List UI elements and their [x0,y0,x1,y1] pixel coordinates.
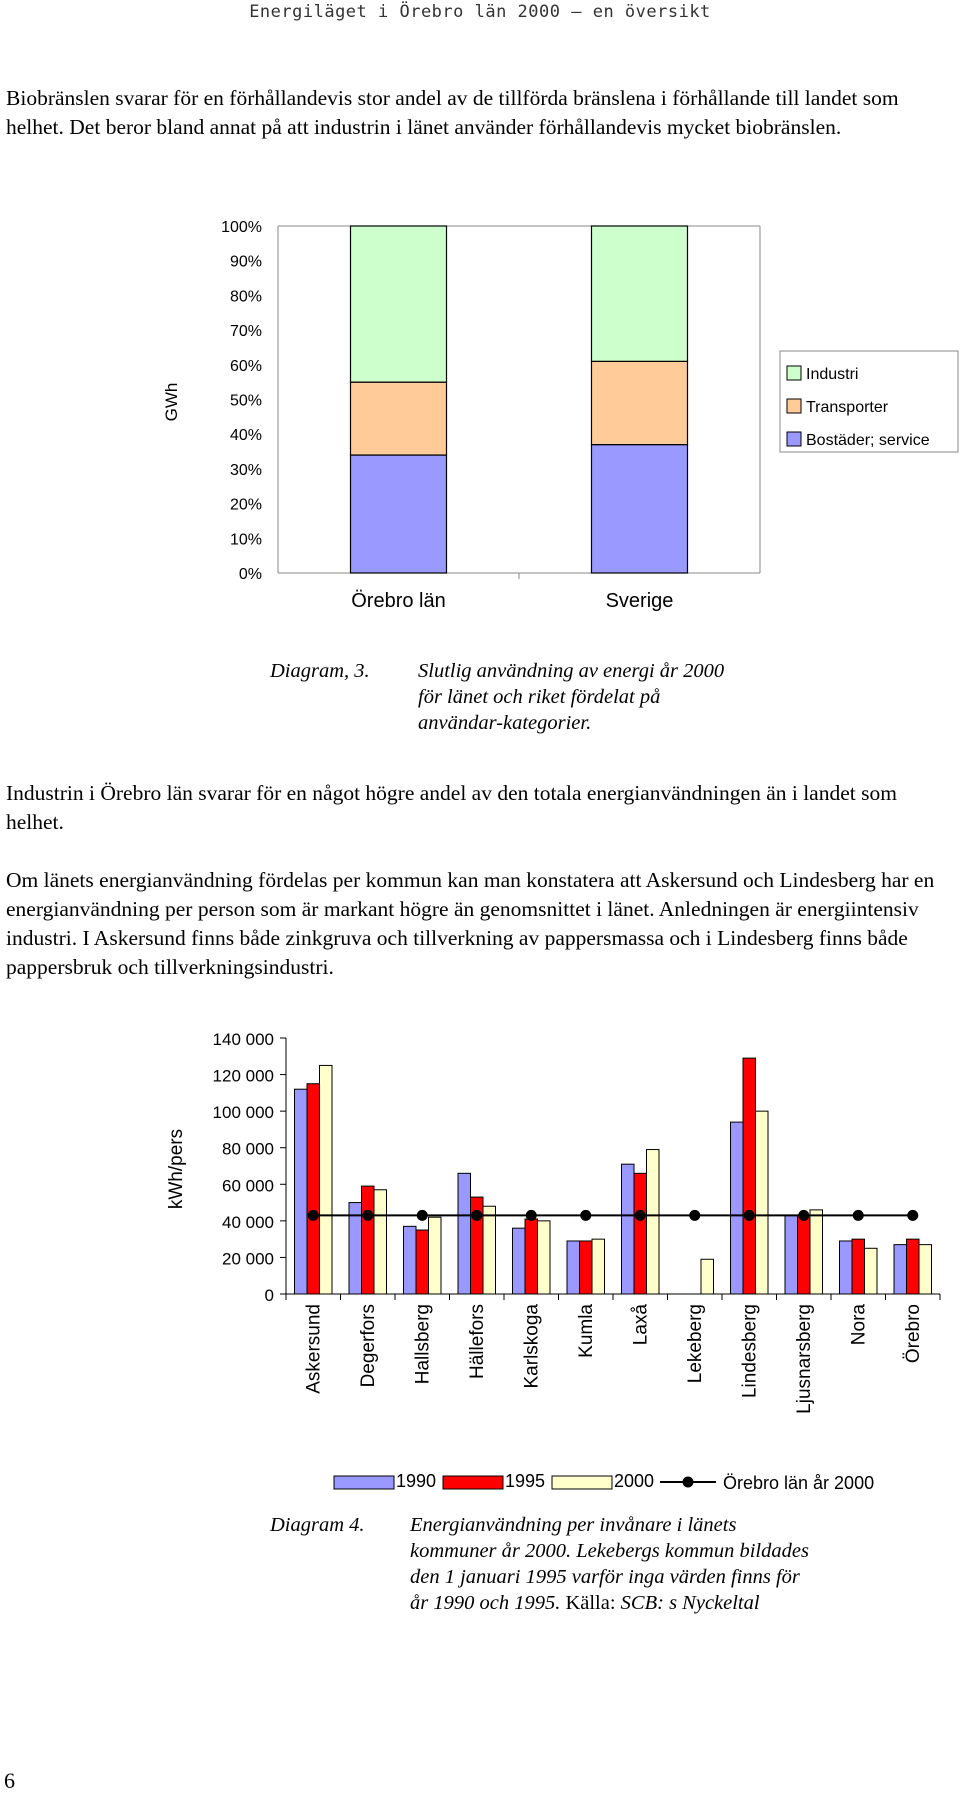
bar-1990 [567,1241,580,1294]
y-tick-label: 30% [229,461,262,479]
reference-marker [689,1210,700,1221]
bar-1995 [634,1173,647,1294]
y-tick-label: 90% [229,253,262,271]
bar-2000 [374,1190,387,1294]
y-tick-label: 0% [238,566,262,583]
reference-marker [526,1210,537,1221]
y-tick-label: 140 000 [212,1030,274,1049]
reference-marker [907,1210,918,1221]
caption-source-label: Källa: [565,1592,616,1614]
reference-marker [744,1210,755,1221]
legend-label: Industri [806,366,859,383]
bar-2000 [810,1210,823,1294]
x-tick-label: Sverige [605,590,674,612]
bar-industri [351,226,447,382]
diagram3-caption [270,658,870,738]
bar-bostäder-service [592,445,688,573]
legend-swatch [787,399,801,413]
y-tick-label: 100% [221,219,262,236]
bar-industri [592,226,688,361]
caption-source: SCB: s Nyckeltal [620,1592,760,1614]
bar-2000 [701,1259,714,1294]
y-tick-label: 80% [229,288,262,306]
paragraph-biofuels: Biobränslen svarar för en förhållandevis stor andel av de tillförda bränslena i förhållande till landet som helhet. Det beror bland annat på att industrin i länet använder förhållandevis mycket biobränslen. [6,86,899,139]
bar-2000 [320,1065,333,1294]
x-tick-label: Lekeberg [684,1304,706,1384]
y-axis-label: GWh [162,382,181,422]
legend-swatch [334,1476,394,1489]
reference-marker [308,1210,319,1221]
bar-1995 [580,1241,593,1294]
x-tick-label: Lindesberg [739,1304,761,1399]
bar-1990 [840,1241,853,1294]
legend-label: 1995 [505,1471,546,1491]
legend-swatch [787,432,801,446]
bar-2000 [865,1248,878,1294]
y-tick-label: 70% [229,323,262,341]
bar-1990 [404,1226,417,1294]
bar-2000 [592,1239,605,1294]
legend-label: 1990 [396,1471,437,1491]
legend-swatch [787,366,801,380]
y-tick-label: 100 000 [212,1103,274,1123]
x-tick-label: Hallsberg [412,1304,434,1385]
y-tick-label: 120 000 [212,1066,274,1086]
y-tick-label: 10% [229,531,262,549]
x-tick-label: Laxå [630,1304,652,1346]
reference-marker [362,1210,373,1221]
bar-1990 [458,1173,471,1294]
bar-1995 [852,1239,865,1294]
bar-1995 [416,1230,429,1294]
bar-1990 [513,1228,526,1294]
paragraph-industry: Industrin i Örebro län svarar för en något högre andel av den totala energianvändningen än i landet som helhet. [6,781,897,834]
bar-transporter [351,382,447,455]
legend [334,1471,874,1493]
x-tick-label: Nora [848,1304,870,1346]
bar-1995 [525,1219,538,1294]
legend-swatch [552,1476,612,1489]
y-tick-label: 80 000 [222,1139,274,1159]
y-tick-label: 60 000 [222,1176,274,1196]
bar-2000 [919,1245,932,1294]
y-tick-label: 40% [229,427,262,445]
diagram4-caption [270,1512,830,1622]
x-tick-label: Kumla [575,1304,597,1358]
legend-swatch [443,1476,503,1489]
reference-marker [580,1210,591,1221]
bar-transporter [592,361,688,444]
legend-label: Transporter [806,399,889,416]
x-tick-label: Karlskoga [521,1304,543,1389]
y-tick-label: 60% [229,357,262,375]
legend-marker [683,1477,694,1488]
bar-1990 [894,1245,907,1294]
caption-text: Energianvändning per invånare i länets kommuner år 2000. Lekebergs kommun bildades den 1 januari 1995 varför inga värden finns för år 1990 och 1995. [410,1514,809,1614]
x-tick-label: Askersund [303,1304,325,1394]
bar-2000 [538,1221,551,1294]
caption-number: Diagram, 3. [270,660,370,682]
x-tick-label: Hällefors [466,1304,488,1379]
legend-label: 2000 [614,1471,655,1491]
bar-2000 [483,1206,496,1294]
reference-marker [417,1210,428,1221]
legend-label: Bostäder; service [806,432,930,449]
bar-1995 [743,1058,756,1294]
legend [780,351,958,452]
bar-1995 [798,1215,811,1294]
bar-1995 [307,1084,320,1294]
bar-bostäder-service [351,455,447,573]
bar-1990 [295,1089,308,1294]
caption-text: Slutlig användning av energi år 2000 för länet och riket fördelat på användar-kategorier. [418,660,725,734]
caption-number: Diagram 4. [270,1514,365,1536]
bar-1990 [785,1215,798,1294]
y-tick-label: 20% [229,496,262,514]
y-tick-label: 40 000 [222,1212,274,1232]
x-tick-label: Degerfors [357,1304,379,1388]
reference-marker [853,1210,864,1221]
reference-marker [471,1210,482,1221]
x-tick-label: Ljusnarsberg [793,1304,815,1414]
x-tick-label: Örebro län [351,590,446,612]
y-tick-label: 0 [264,1286,274,1305]
y-tick-label: 20 000 [222,1249,274,1269]
reference-marker [635,1210,646,1221]
bar-2000 [429,1217,442,1294]
bar-1990 [731,1122,744,1294]
bar-1995 [907,1239,920,1294]
y-axis-label: kWh/pers [166,1128,187,1210]
per-capita-bar-chart [0,1020,960,1500]
legend-label: Örebro län år 2000 [723,1473,875,1493]
y-tick-label: 50% [229,392,262,410]
reference-marker [798,1210,809,1221]
bar-2000 [647,1150,660,1294]
running-header: Energiläget i Örebro län 2000 – en översikt [249,2,711,22]
paragraph-municipalities: Om länets energianvändning fördelas per kommun kan man konstatera att Askersund och Lindesberg har en energianvändning per person som är markant högre än genomsnittet i länet. Anledningen är energiintensiv industri. I Askersund finns både zinkgruva och tillverkning av pappersmassa och i Lindesberg finns både pappersbruk och tillverkningsindustri. [6,868,935,979]
bar-1995 [362,1186,375,1294]
page-number: 6 [4,1768,15,1793]
stacked-percent-chart [0,180,960,620]
bar-1990 [622,1164,635,1294]
x-tick-label: Örebro [902,1304,924,1364]
bar-2000 [756,1111,769,1294]
